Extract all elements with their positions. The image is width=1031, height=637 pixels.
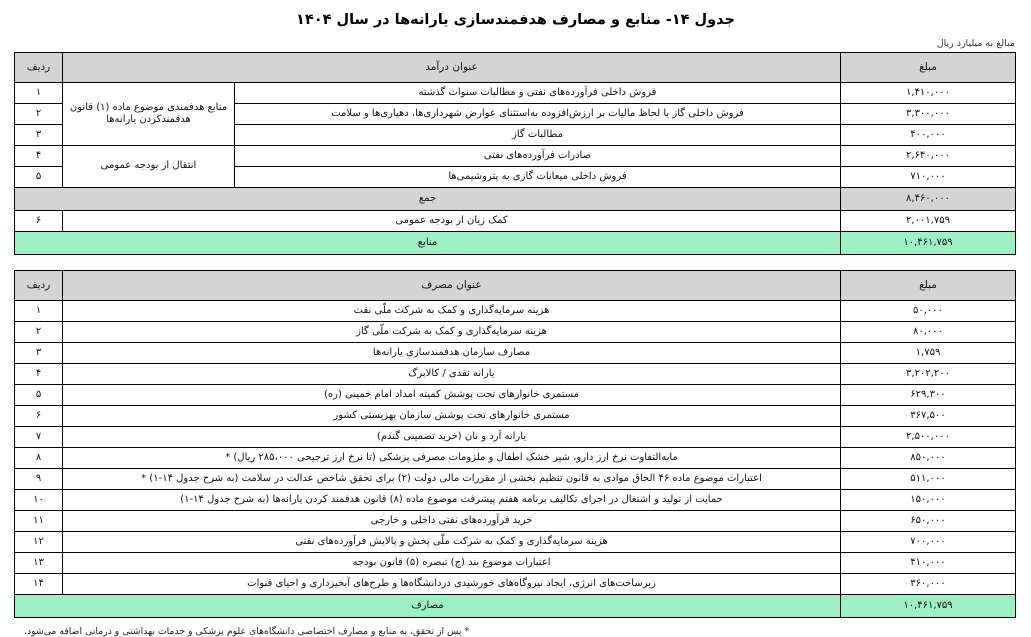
cell-title: یارانه نقدی / کالابرگ (63, 364, 841, 385)
cell-title: اعتبارات موضوع بند (چ) تبصره (۵) قانون بودجه (63, 553, 841, 574)
cell-title: فروش داخلی میعانات گازی به پتروشیمی‌ها (235, 167, 841, 188)
cell-row-no: ۳ (15, 343, 63, 364)
cell-amount: ۵۱۱,۰۰۰ (841, 469, 1016, 490)
cell-title: مستمری خانوارهای تحت پوشش کمیته امداد امام خمینی (ره) (63, 385, 841, 406)
cell-row-no: ۱۰ (15, 490, 63, 511)
table-row (15, 406, 1016, 427)
cell-row-no: ۲ (15, 104, 63, 125)
cell-title: هزینه سرمایه‌گذاری و کمک به شرکت ملّی گاز (63, 322, 841, 343)
cell-row-no: ۸ (15, 448, 63, 469)
cell-amount: ۳,۲۰۲,۲۰۰ (841, 364, 1016, 385)
cell-title: حمایت از تولید و اشتغال در اجرای تکالیف برنامه هفتم پیشرفت موضوع ماده (۸) قانون هدفمند کردن یارانه‌ها (به شرح جدول ۱۴-۱) (63, 490, 841, 511)
cell-subtotal-amount: ۸,۴۶۰,۰۰۰ (841, 188, 1016, 211)
table-row (15, 364, 1016, 385)
cell-title: مستمری خانوارهای تحت پوشش سازمان بهزیستی کشور (63, 406, 841, 427)
cell-amount: ۲,۵۰۰,۰۰۰ (841, 427, 1016, 448)
cell-group-label: منابع هدفمندی موضوع ماده (۱) قانون هدفمندکردن یارانه‌ها (63, 83, 235, 146)
cell-amount: ۳۶۰,۰۰۰ (841, 574, 1016, 595)
cell-amount: ۳,۳۰۰,۰۰۰ (841, 104, 1016, 125)
cell-amount: ۲,۶۴۰,۰۰۰ (841, 146, 1016, 167)
page-title: جدول ۱۴- منابع و مصارف هدفمندسازی یارانه‌ها در سال ۱۴۰۴ (296, 12, 735, 28)
cell-amount: ۵۰,۰۰۰ (841, 301, 1016, 322)
cell-total-amount: ۱۰,۴۶۱,۷۵۹ (841, 232, 1016, 255)
cell-title: یارانه آرد و نان (خرید تضمینی گندم) (63, 427, 841, 448)
cell-row-no: ۱۱ (15, 511, 63, 532)
unit-note: مبالغ به میلیارد ریال (936, 38, 1015, 49)
table-row (15, 211, 1016, 232)
table-gap (0, 255, 1031, 270)
footnote: * پس از تحقق، به منابع و مصارف اختصاصی دانشگاه‌های علوم پزشکی و خدمات بهداشتی و درمانی اضافه می‌شود. (24, 626, 470, 637)
column-header-expense-title: عنوان مصرف (63, 271, 841, 301)
table-row (15, 343, 1016, 364)
cell-group-label: انتقال از بودجه عمومی (63, 146, 235, 188)
cell-title: مابه‌التفاوت نرخ ارز دارو، شیر خشک اطفال و ملزومات مصرفی پزشکی (تا نرخ ارز ترجیحی ۲۸۵،۰۰۰ ریال) * (63, 448, 841, 469)
cell-amount: ۷۱۰,۰۰۰ (841, 167, 1016, 188)
cell-amount: ۶۲۹,۳۰۰ (841, 385, 1016, 406)
column-header-amount: مبلغ (841, 271, 1016, 301)
cell-row-no: ۴ (15, 146, 63, 167)
cell-amount: ۱,۴۱۰,۰۰۰ (841, 83, 1016, 104)
cell-subtotal-label: جمع (15, 188, 841, 211)
cell-amount: ۷۰۰,۰۰۰ (841, 532, 1016, 553)
revenues-header-row (15, 53, 1016, 83)
expenses-body (15, 301, 1016, 618)
cell-amount: ۶۵۰,۰۰۰ (841, 511, 1016, 532)
cell-row-no: ۴ (15, 364, 63, 385)
table-row (15, 146, 1016, 167)
table-row (15, 574, 1016, 595)
cell-amount: ۱,۷۵۹ (841, 343, 1016, 364)
table-row (15, 553, 1016, 574)
cell-row-no: ۱۳ (15, 553, 63, 574)
cell-title: مطالبات گاز (235, 125, 841, 146)
cell-title: خرید فرآورده‌های نفتی داخلی و خارجی (63, 511, 841, 532)
cell-row-no: ۱۴ (15, 574, 63, 595)
table-row (15, 511, 1016, 532)
cell-row-no: ۹ (15, 469, 63, 490)
cell-row-no: ۳ (15, 125, 63, 146)
table-row (15, 490, 1016, 511)
subtotal-row (15, 188, 1016, 211)
cell-title: هزینه سرمایه‌گذاری و کمک به شرکت ملّی نفت (63, 301, 841, 322)
cell-title: فروش داخلی فرآورده‌های نفتی و مطالبات سنوات گذشته (235, 83, 841, 104)
table-row (15, 83, 1016, 104)
cell-title: اعتبارات موضوع ماده ۴۶ الحاق موادی به قانون تنظیم بخشی از مقررات مالی دولت (۲) برای تحقق شاخص عدالت در سلامت (به شرح جدول ۱۴-۱) * (63, 469, 841, 490)
table-row (15, 532, 1016, 553)
cell-row-no: ۶ (15, 211, 63, 232)
cell-total-amount: ۱۰,۴۶۱,۷۵۹ (841, 595, 1016, 618)
cell-amount: ۴۱۰,۰۰۰ (841, 553, 1016, 574)
cell-amount: ۳۶۷,۵۰۰ (841, 406, 1016, 427)
cell-row-no: ۶ (15, 406, 63, 427)
cell-title: فروش داخلی گاز با لحاظ مالیات بر ارزش‌افزوده به‌استثنای عوارض شهرداری‌ها، دهیاری‌ها و سلامت (235, 104, 841, 125)
cell-amount: ۱۵۰,۰۰۰ (841, 490, 1016, 511)
total-row (15, 595, 1016, 618)
total-row (15, 232, 1016, 255)
column-header-amount: مبلغ (841, 53, 1016, 83)
column-header-row-no: ردیف (15, 53, 63, 83)
cell-title: هزینه سرمایه‌گذاری و کمک به شرکت ملّی پخش و پالایش فرآورده‌های نفتی (63, 532, 841, 553)
cell-row-no: ۲ (15, 322, 63, 343)
revenues-table (14, 52, 1016, 255)
cell-row-no: ۱۲ (15, 532, 63, 553)
cell-title: مصارف سازمان هدفمندسازی یارانه‌ها (63, 343, 841, 364)
table-row (15, 448, 1016, 469)
table-row (15, 322, 1016, 343)
expenses-header-row (15, 271, 1016, 301)
table-row (15, 427, 1016, 448)
cell-amount: ۸۵۰,۰۰۰ (841, 448, 1016, 469)
cell-amount: ۴۰۰,۰۰۰ (841, 125, 1016, 146)
cell-title: صادرات فرآورده‌های نفتی (235, 146, 841, 167)
column-header-revenue-title: عنوان درآمد (63, 53, 841, 83)
cell-amount: ۸۰,۰۰۰ (841, 322, 1016, 343)
cell-total-label: منابع (15, 232, 841, 255)
cell-row-no: ۵ (15, 167, 63, 188)
cell-amount: ۲,۰۰۱,۷۵۹ (841, 211, 1016, 232)
cell-row-no: ۱ (15, 301, 63, 322)
cell-title: زیرساخت‌های انرژی، ایجاد نیروگاه‌های خورشیدی دردانشگاه‌ها و طرح‌های آبخیزداری و احیای قنوات (63, 574, 841, 595)
table-row (15, 385, 1016, 406)
table-row (15, 301, 1016, 322)
cell-row-no: ۱ (15, 83, 63, 104)
cell-row-no: ۷ (15, 427, 63, 448)
cell-total-label: مصارف (15, 595, 841, 618)
revenues-body (15, 83, 1016, 255)
column-header-row-no: ردیف (15, 271, 63, 301)
cell-row-no: ۵ (15, 385, 63, 406)
expenses-table (14, 270, 1016, 618)
table-row (15, 469, 1016, 490)
cell-title: کمک زیان از بودجه عمومی (63, 211, 841, 232)
